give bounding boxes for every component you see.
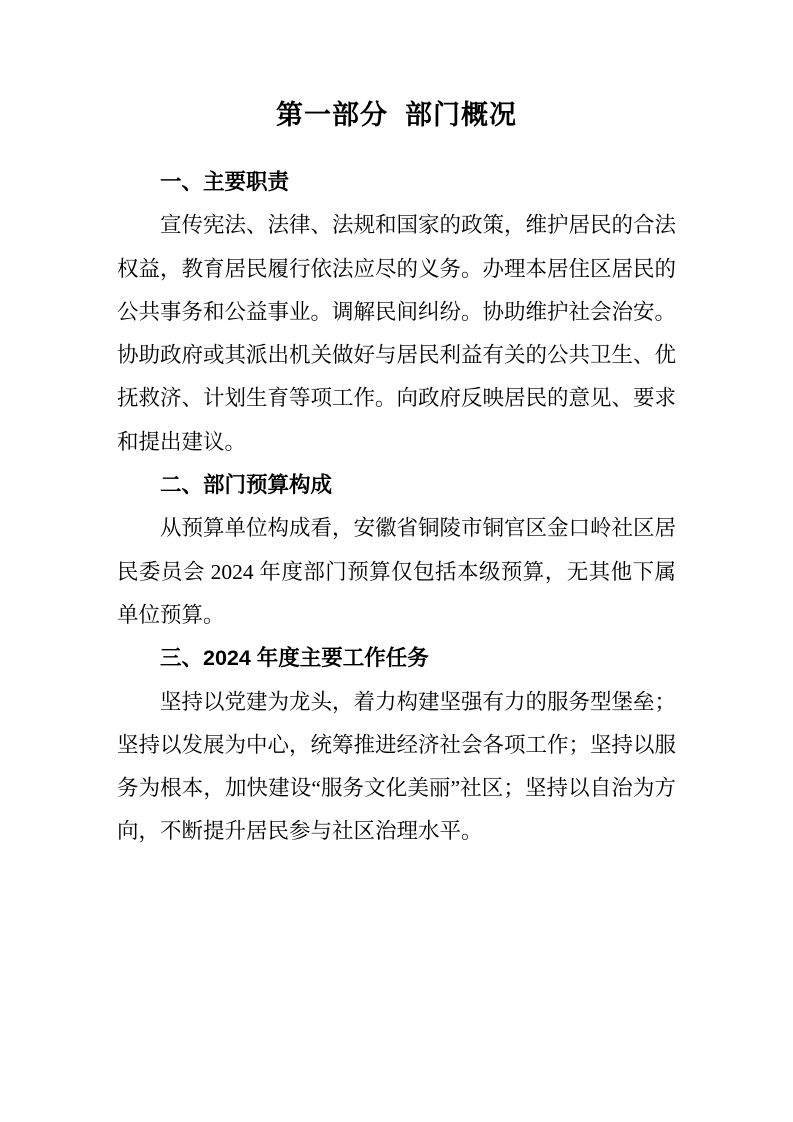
section-work-tasks xyxy=(117,637,676,853)
paragraph-work-tasks: 坚持以党建为龙头，着力构建坚强有力的服务型堡垒；坚持以发展为中心，统筹推进经济社会各项工作；坚持以服务为根本，加快建设“服务文化美丽”社区；坚持以自治为方向，不断提升居民参与社区治理水平。 xyxy=(117,689,677,844)
document-title: 第一部分 部门概况 xyxy=(275,100,517,130)
section-heading-budget-composition: 二、部门预算构成 xyxy=(160,473,333,498)
section-budget-composition xyxy=(117,464,676,637)
paragraph-main-duties: 宣传宪法、法律、法规和国家的政策，维护居民的合法权益，教育居民履行依法应尽的义务。办理本居住区居民的公共事务和公益事业。调解民间纠纷。协助维护社会治安。协助政府或其派出机关做好与居民利益有关的公共卫生、优抚救济、计划生育等项工作。向政府反映居民的意见、要求和提出建议。 xyxy=(117,213,677,454)
section-heading-work-tasks: 三、2024 年度主要工作任务 xyxy=(160,646,429,671)
paragraph-budget-composition: 从预算单位构成看，安徽省铜陵市铜官区金口岭社区居民委员会 2024 年度部门预算仅包括本级预算，无其他下属单位预算。 xyxy=(117,516,677,627)
section-heading-main-duties: 一、主要职责 xyxy=(160,170,290,194)
section-main-duties xyxy=(117,161,676,464)
